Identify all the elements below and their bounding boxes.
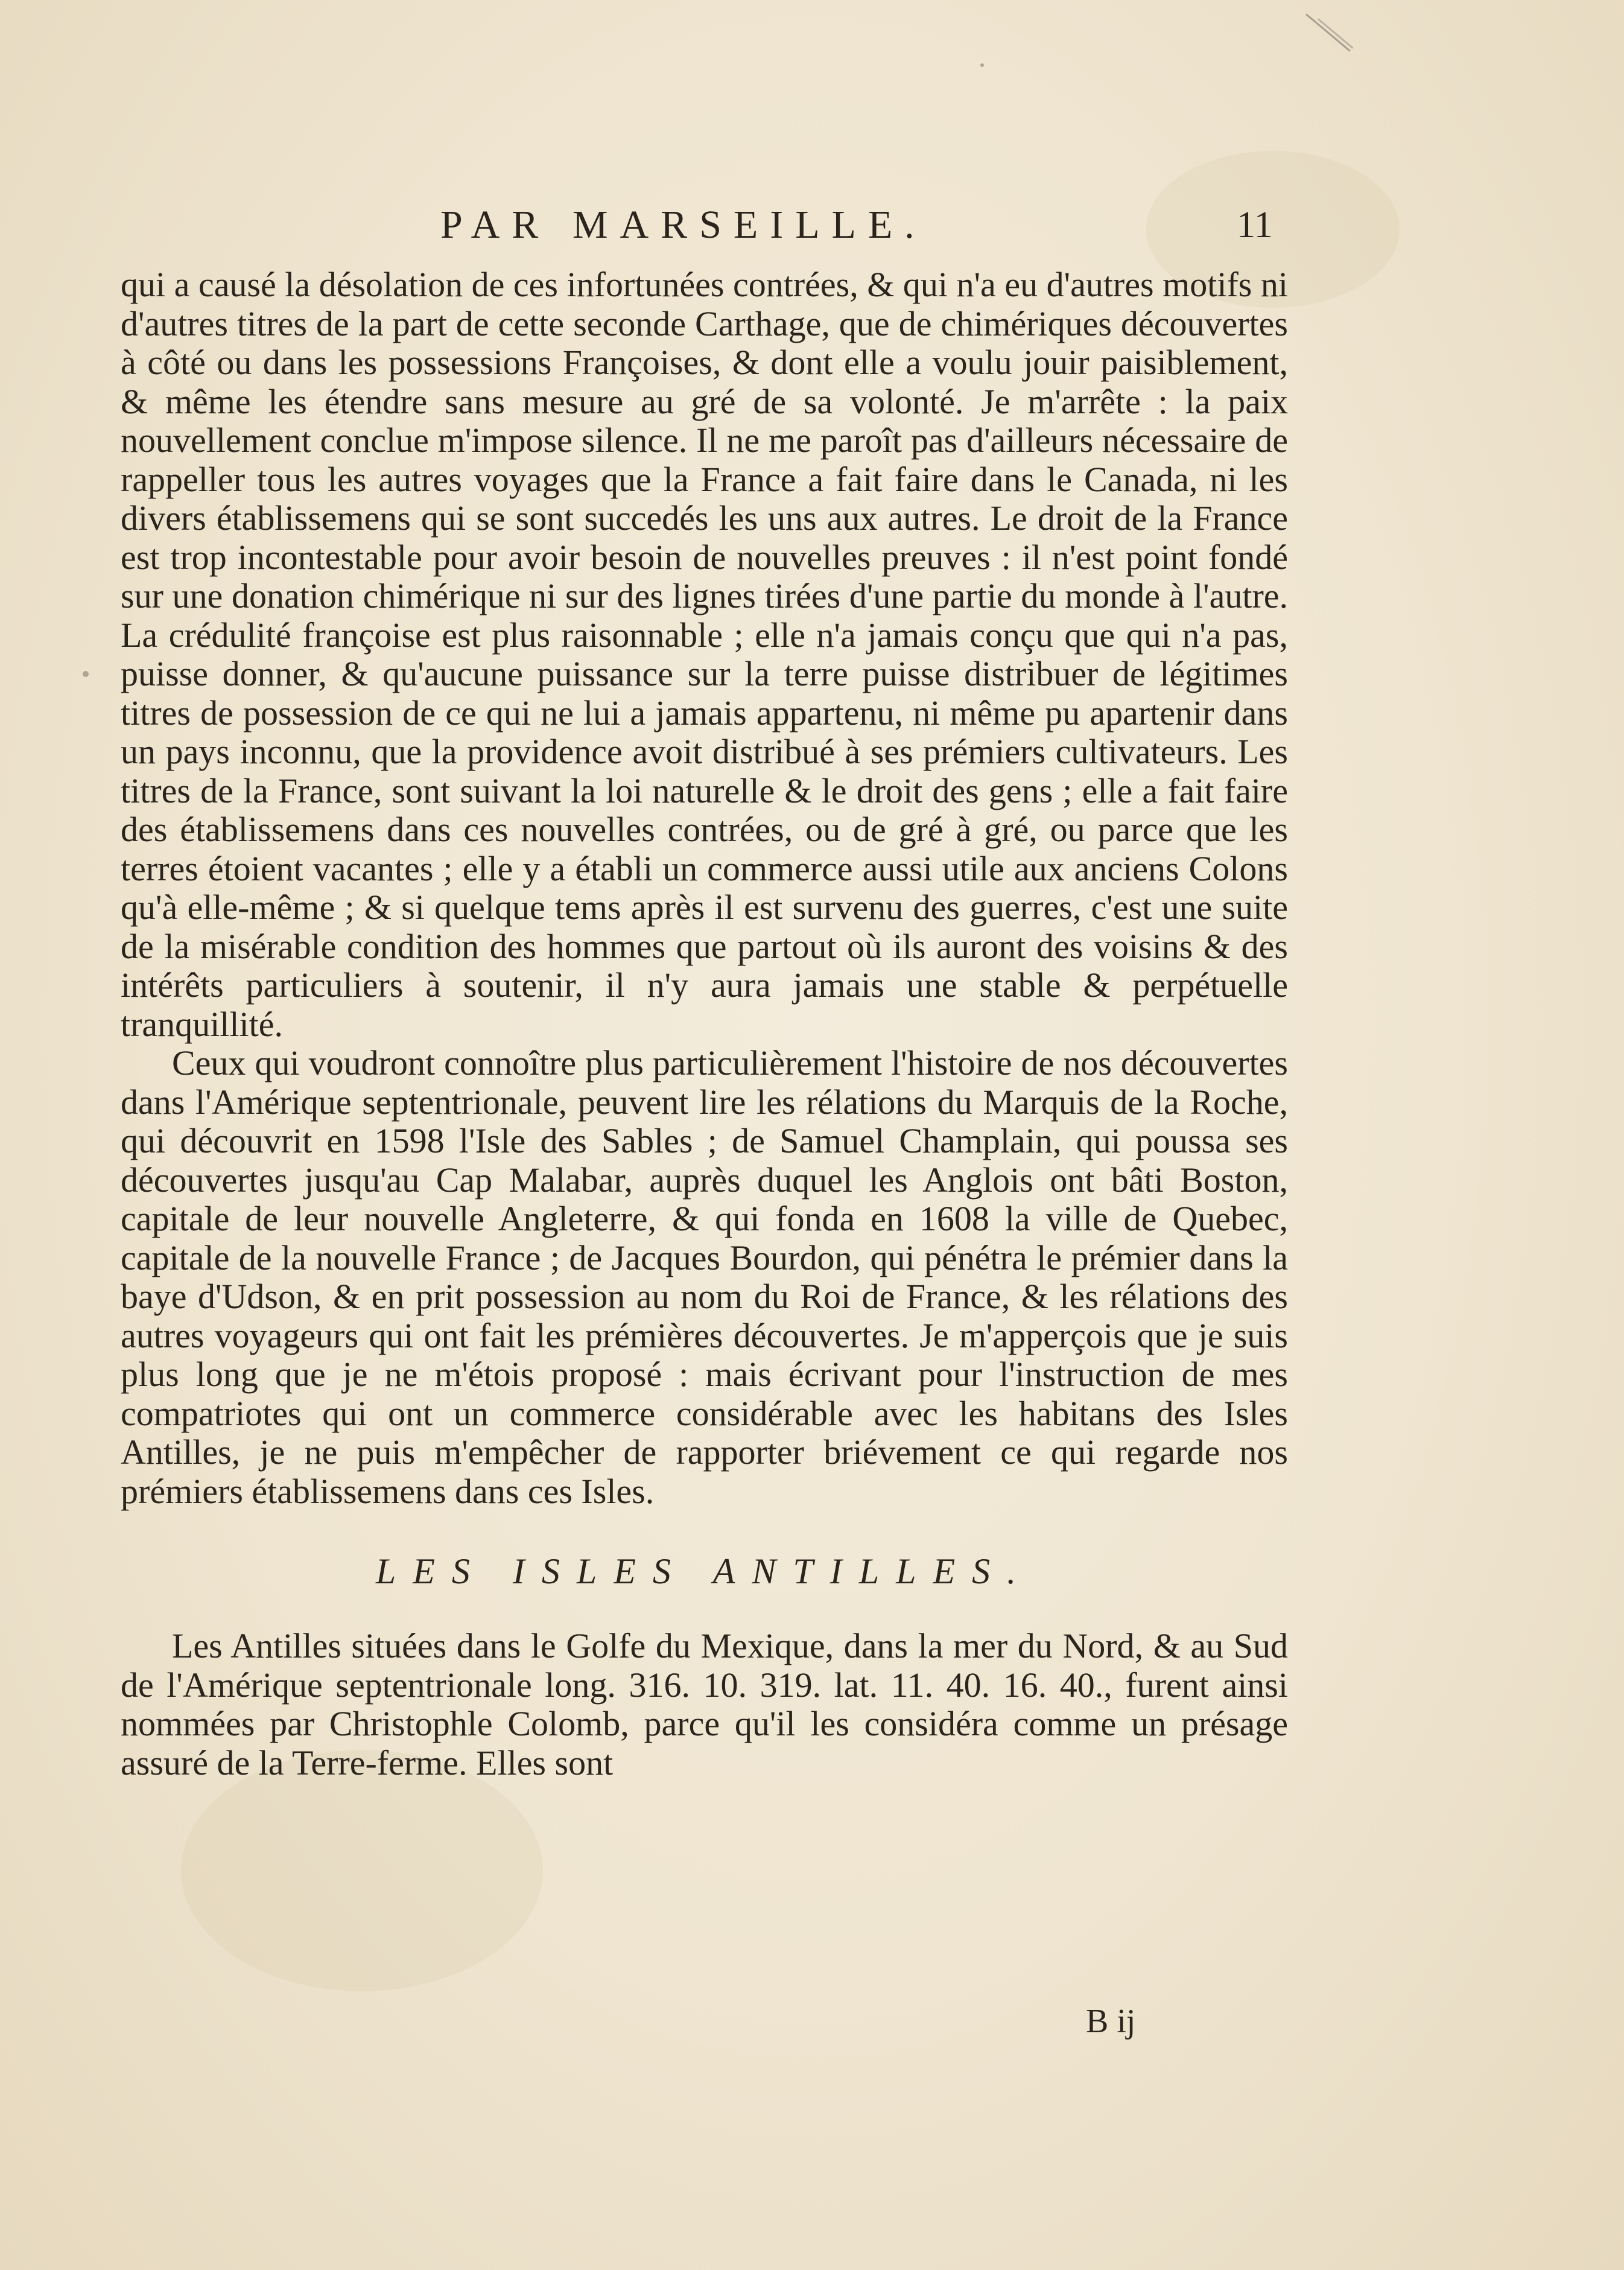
- paragraph-1: qui a causé la désolation de ces infortunées contrées, & qui n'a eu d'autres motifs ni d'autres titres de la part de cette seconde Carthage, que de chimériques découvertes à côté ou dans les possessions Françoises, & dont elle a voulu jouir paisiblement, & même les étendre sans mesure au gré de sa volonté. Je m'arrête : la paix nouvellement conclue m'impose silence. Il ne me paroît pas d'ailleurs nécessaire de rappeller tous les autres voyages que la France a fait faire dans le Canada, ni les divers établissemens qui se sont succedés les uns aux autres. Le droit de la France est trop incontestable pour avoir besoin de nouvelles preuves : il n'est point fondé sur une donation chimérique ni sur des lignes tirées d'une partie du monde à l'autre. La crédulité françoise est plus raisonnable ; elle n'a jamais conçu que qui n'a pas, puisse donner, & qu'aucune puissance sur la terre puisse distribuer de légitimes titres de possession de ce qui ne lui a jamais appartenu, ni même pu apartenir dans un pays inconnu, que la providence avoit distribué à ses prémiers cultivateurs. Les titres de la France, sont suivant la loi naturelle & le droit des gens ; elle a fait faire des établissemens dans ces nouvelles contrées, ou de gré à gré, ou parce que les terres étoient vacantes ; elle y a établi un commerce aussi utile aux anciens Colons qu'à elle-même ; & si quelque tems après il est survenu des guerres, c'est une suite de la misérable condition des hommes que partout où ils auront des voisins & des intérêts particuliers à soutenir, il n'y aura jamais une stable & perpétuelle tranquillité.: [121, 265, 1288, 1044]
- ink-speck: [83, 671, 89, 677]
- page-number: 11: [1237, 205, 1273, 246]
- body-text: [121, 265, 1288, 1782]
- paragraph-2: Ceux qui voudront connoître plus particulièrement l'histoire de nos découvertes dans l'Amérique septentrionale, peuvent lire les rélations du Marquis de la Roche, qui découvrit en 1598 l'Isle des Sables ; de Samuel Champlain, qui poussa ses découvertes jusqu'au Cap Malabar, auprès duquel les Anglois ont bâti Boston, capitale de leur nouvelle Angleterre, & qui fonda en 1608 la ville de Quebec, capitale de la nouvelle France ; de Jacques Bourdon, qui pénétra le prémier dans la baye d'Udson, & en prit possession au nom du Roi de France, & les rélations des autres voyageurs qui ont fait les prémières découvertes. Je m'apperçois que je suis plus long que je ne m'étois proposé : mais écrivant pour l'instruction de mes compatriotes qui ont un commerce considérable avec les habitans des Isles Antilles, je ne puis m'empêcher de rapporter briévement ce qui regarde nos prémiers établissemens dans ces Isles.: [121, 1043, 1288, 1511]
- running-head: PAR MARSEILLE.: [440, 203, 927, 247]
- signature-mark: B ij: [1086, 2003, 1136, 2040]
- section-heading: LES ISLES ANTILLES.: [375, 1551, 1033, 1591]
- pencil-mark: [1318, 18, 1353, 49]
- paper-stain: [181, 1750, 543, 1991]
- section-paragraph: Les Antilles situées dans le Golfe du Mexique, dans la mer du Nord, & au Sud de l'Amérique septentrionale long. 316. 10. 319. lat. 11. 40. 16. 40., furent ainsi nommées par Christophle Colomb, parce qu'il les considéra comme un présage assuré de la Terre-ferme. Elles sont: [121, 1626, 1288, 1782]
- ink-speck: [980, 63, 984, 67]
- pencil-mark: [1305, 13, 1351, 51]
